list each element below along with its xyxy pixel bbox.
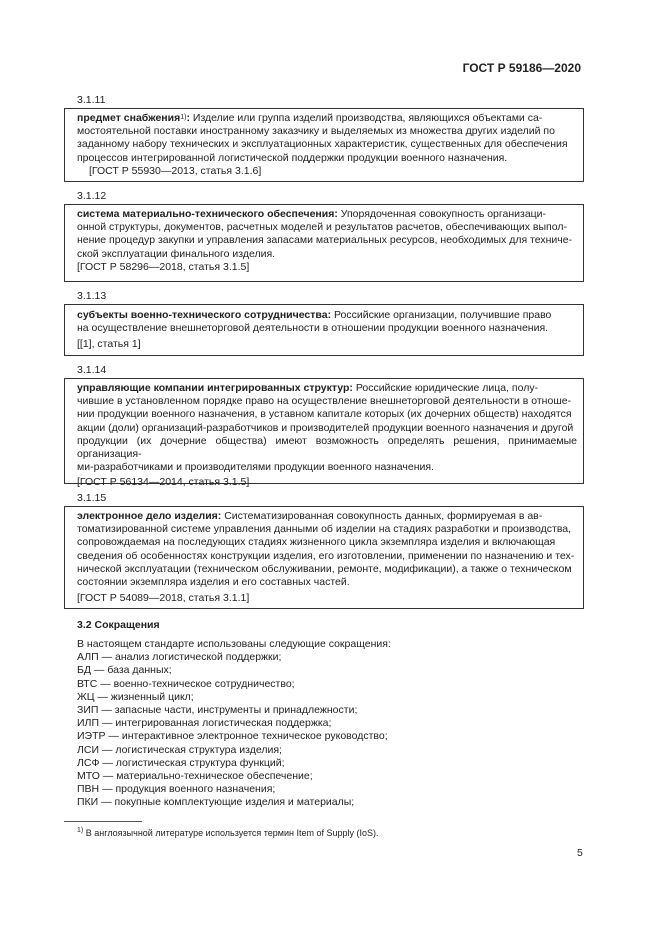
definition-line: онной структуры, документов, расчетных моделей и результатов расчетов, обеспечивающих выпол- xyxy=(77,221,567,234)
term-number: 3.1.14 xyxy=(77,364,107,376)
term-number: 3.1.15 xyxy=(77,492,107,504)
definition-line: на осуществление внешнеторговой деятельности в отношении продукции военного назначения. xyxy=(77,322,549,335)
term-title: субъекты военно-технического сотрудничества xyxy=(77,309,328,321)
footnote xyxy=(77,828,379,838)
term-title: предмет снабжения xyxy=(77,112,181,124)
definition-line: Упорядоченная совокупность организаци- xyxy=(340,208,547,220)
definition-line: Российские организации, получившие право xyxy=(334,309,552,321)
definition-line: заданному набору технических и эксплуатационных характеристик, существенных для обеспечения xyxy=(77,138,568,151)
footnote-divider xyxy=(64,821,142,822)
abbreviation-list xyxy=(77,638,391,810)
list-item: ВТС — военно-техническое сотрудничество; xyxy=(77,677,295,690)
term-box: система материально-технического обеспечения: Упорядоченная совокупность организаци- онной структуры, документов, расчетных моделей и результатов расчетов, обеспечивающих выпол- нение процедур закупки и управления запасами материальных ресурсов, необходимых для техниче- ской эксплуатации финального изделия. [ГОСТ Р 58296—2018, статья 3.1.5] xyxy=(64,204,584,282)
footnote-ref: 1) xyxy=(180,114,187,121)
definition-line: чившие в установленном порядке право на осуществление внешнеторговой деятельности в отноше- xyxy=(77,395,572,408)
standard-header: ГОСТ Р 59186—2020 xyxy=(462,61,581,75)
term-title: управляющие компании интегрированных структур xyxy=(77,382,350,394)
term-box: предмет снабжения$^{1)}$: Изделие или группа изделий производства, являющихся объектами са- мостоятельной поставки иностранному заказчику и выделяемых из множества других изделий по заданному набору технических и эксплуатационных характеристик, существенных для обеспечения процессов интегрированной логистической поддержки продукции военного назначения. [ГОСТ Р 55930—2013, статья 3.1.6] xyxy=(64,108,584,182)
term-number: 3.1.13 xyxy=(77,290,107,302)
term-box: субъекты военно-технического сотрудничества: Российские организации, получившие право на осуществление внешнеторговой деятельности в отношении продукции военного назначения. [[1], статья 1] xyxy=(64,304,584,356)
term-source: [[1], статья 1] xyxy=(77,338,141,351)
term-title: система материально-технического обеспечения xyxy=(77,208,335,220)
list-item: ЖЦ — жизненный цикл; xyxy=(77,690,194,703)
list-item: БД — база данных; xyxy=(77,664,172,677)
list-item: ПВН — продукция военного назначения; xyxy=(77,783,276,796)
definition-line: нической эксплуатации (техническом обслуживании, ремонте, модификации), а также о техническом xyxy=(77,562,572,575)
section-intro: В настоящем стандарте использованы следующие сокращения: xyxy=(77,638,391,650)
definition-line: ми-разработчиками и производителями продукции военного назначения. xyxy=(77,461,434,474)
page-number: 5 xyxy=(577,847,583,859)
list-item: ПКИ — покупные комплектующие изделия и материалы; xyxy=(77,796,355,809)
definition-line: Российские юридические лица, полу- xyxy=(355,382,539,394)
list-item: ИЛП — интегрированная логистическая поддержка; xyxy=(77,717,332,730)
definition-line: продукции (их дочерние общества) имеют возможность определять решения, принимаемые организация- xyxy=(77,434,577,461)
footnote-text: В англоязычной литературе используется термин Item of Supply (IoS). xyxy=(85,828,379,838)
definition-line: процессов интегрированной логистической поддержки продукции военного назначения. xyxy=(77,151,508,164)
definition-line: состоянии экземпляра изделия и его составных частей. xyxy=(77,576,350,589)
definition-line: сопровождаемая на последующих стадиях жизненного цикла экземпляра изделия и включающая xyxy=(77,536,556,549)
list-item: АЛП — анализ логистической поддержки; xyxy=(77,651,282,664)
list-item: МТО — материально-техническое обеспечение; xyxy=(77,770,313,783)
list-item: ИЭТР — интерактивное электронное техническое руководство; xyxy=(77,730,388,743)
definition-line: томатизированной системе управления данными об изделии на стадиях разработки и производства, xyxy=(77,523,572,536)
term-source: [ГОСТ Р 58296—2018, статья 3.1.5] xyxy=(77,260,250,273)
list-item: ЛСФ — логистическая структура функций; xyxy=(77,756,285,769)
term-source: [ГОСТ Р 55930—2013, статья 3.1.6] xyxy=(89,164,262,177)
definition-line: мостоятельной поставки иностранному заказчику и выделяемых из множества других изделий по xyxy=(77,125,555,138)
term-box: электронное дело изделия: Систематизированная совокупность данных, формируемая в ав- томатизированной системе управления данными об изделии на стадиях разработки и производства, сопровождаемая на последующих стадиях жизненного цикла экземпляра изделия и включающая сведения об особенностях конструкции изделия, его изготовлении, применении по назначению и тех- нической эксплуатации (техническом обслуживании, ремонте, модификации), а также о техническом состоянии экземпляра изделия и его составных частей. [ГОСТ Р 54089—2018, статья 3.1.1] xyxy=(64,506,584,609)
term-box: управляющие компании интегрированных структур: Российские юридические лица, полу- чившие в установленном порядке право на осуществление внешнеторговой деятельности в отноше- нии продукции военного назначения, в уставном капитале которых (их дочерних обществ) находятся акции (доли) организаций-разработчиков и производителей продукции военного назначения и другой продукции (их дочерние общества) имеют возможность определять решения, принимаемые организация- ми-разработчиками и производителями продукции военного назначения. [ГОСТ Р 56134—2014, статья 3.1.5] xyxy=(64,378,584,484)
term-number: 3.1.12 xyxy=(77,190,107,202)
term-title: электронное дело изделия xyxy=(77,510,218,522)
definition-line: Систематизированная совокупность данных, формируемая в ав- xyxy=(224,510,543,522)
definition-line: ской эксплуатации финального изделия. xyxy=(77,247,276,260)
definition-line: нии продукции военного назначения, в уставном капитале которых (их дочерних обществ) находятся xyxy=(77,408,572,421)
list-item: ЛСИ — логистическая структура изделия; xyxy=(77,743,282,756)
term-number: 3.1.11 xyxy=(77,94,106,106)
definition-line: нение процедур закупки и управления запасами материальных ресурсов, необходимых для техниче- xyxy=(77,234,573,247)
definition-line: сведения об особенностях конструкции изделия, его изготовлении, применении по назначению и тех- xyxy=(77,549,575,562)
term-source: [ГОСТ Р 56134—2014, статья 3.1.5] xyxy=(77,476,250,489)
section-title: 3.2 Сокращения xyxy=(77,619,160,631)
list-item: ЗИП — запасные части, инструменты и принадлежности; xyxy=(77,704,358,717)
definition-line: Изделие или группа изделий производства, являющихся объектами са- xyxy=(192,112,543,124)
definition-line: акции (доли) организаций-разработчиков и производителей продукции военного назначения и другой xyxy=(77,421,574,434)
footnote-mark: 1) xyxy=(77,827,84,834)
term-source: [ГОСТ Р 54089—2018, статья 3.1.1] xyxy=(77,592,250,605)
